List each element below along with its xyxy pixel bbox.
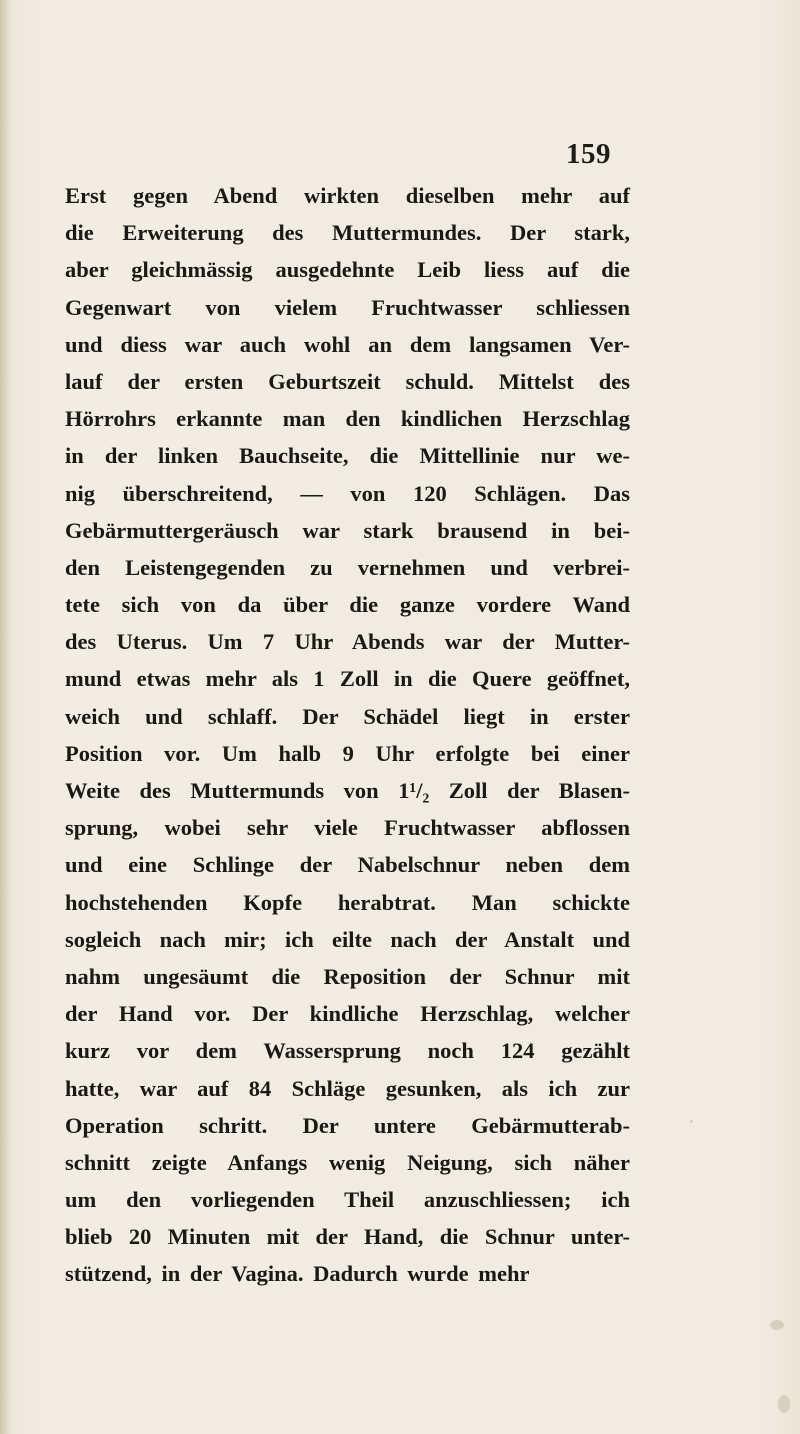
paper-speck xyxy=(770,1320,784,1330)
text-line: die Erweiterung des Muttermundes. Der stark, xyxy=(65,220,630,246)
text-line: nig überschreitend, — von 120 Schlägen. Das xyxy=(65,480,630,506)
text-line: mund etwas mehr als 1 Zoll in die Quere geöffnet, xyxy=(65,666,630,692)
page-edge-shadow xyxy=(0,0,10,1434)
text-line: stützend, in der Vagina. Dadurch wurde mehr xyxy=(65,1261,530,1287)
text-line: Gegenwart von vielem Fruchtwasser schliessen xyxy=(65,294,630,320)
text-line: Hörrohrs erkannte man den kindlichen Herzschlag xyxy=(65,406,630,432)
text-line: Erst gegen Abend wirkten dieselben mehr auf xyxy=(65,183,630,208)
text-line: lauf der ersten Geburtszeit schuld. Mittelst des xyxy=(65,368,630,394)
text-line: in der linken Bauchseite, die Mittellinie nur we- xyxy=(65,443,630,469)
text-line: sprung, wobei sehr viele Fruchtwasser abflossen xyxy=(65,815,630,841)
text-line: hatte, war auf 84 Schläge gesunken, als ich zur xyxy=(65,1075,630,1101)
text-line: Position vor. Um halb 9 Uhr erfolgte bei einer xyxy=(65,740,630,766)
text-line: sogleich nach mir; ich eilte nach der Anstalt und xyxy=(65,926,630,952)
text-line: der Hand vor. Der kindliche Herzschlag, welcher xyxy=(65,1001,630,1027)
text-line: nahm ungesäumt die Reposition der Schnur mit xyxy=(65,963,630,989)
text-line: um den vorliegenden Theil anzuschliessen; ich xyxy=(65,1187,630,1213)
text-line: und eine Schlinge der Nabelschnur neben dem xyxy=(65,852,630,878)
text-line: aber gleichmässig ausgedehnte Leib liess auf die xyxy=(65,257,630,283)
text-line: kurz vor dem Wassersprung noch 124 gezählt xyxy=(65,1038,630,1064)
page-number: 159 xyxy=(566,138,611,170)
text-line: tete sich von da über die ganze vordere Wand xyxy=(65,592,630,618)
text-line: hochstehenden Kopfe herabtrat. Man schickte xyxy=(65,889,630,915)
body-text xyxy=(65,177,630,1293)
paper-speck xyxy=(778,1395,790,1413)
text-line: weich und schlaff. Der Schädel liegt in erster xyxy=(65,703,630,729)
text-line: des Uterus. Um 7 Uhr Abends war der Mutter- xyxy=(65,629,630,655)
paper-speck xyxy=(690,1120,693,1123)
text-line: Weite des Muttermunds von 1¹/₂ Zoll der Blasen- xyxy=(65,778,630,803)
text-line: und diess war auch wohl an dem langsamen Ver- xyxy=(65,331,630,357)
text-line: Gebärmuttergeräusch war stark brausend in bei- xyxy=(65,517,630,543)
text-line: blieb 20 Minuten mit der Hand, die Schnur unter- xyxy=(65,1224,630,1250)
text-line: Operation schritt. Der untere Gebärmutterab- xyxy=(65,1112,630,1138)
text-line: schnitt zeigte Anfangs wenig Neigung, sich näher xyxy=(65,1149,630,1175)
text-line: den Leistengegenden zu vernehmen und verbrei- xyxy=(65,554,630,580)
